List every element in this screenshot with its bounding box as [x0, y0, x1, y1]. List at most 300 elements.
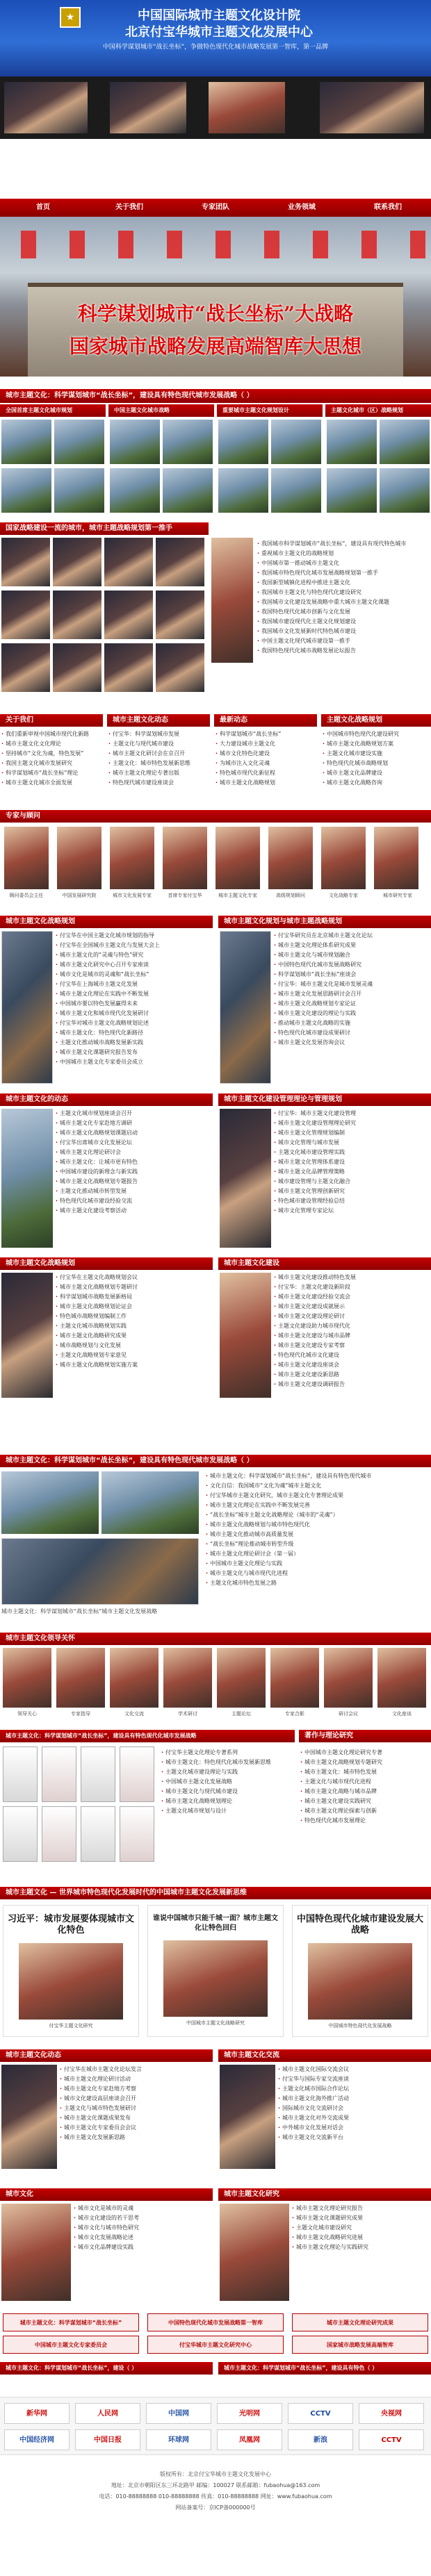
list-item[interactable]: · 城市主题文化建设专家考察 — [274, 1341, 430, 1351]
list-item[interactable]: · 城市文化是城市的灵魂 — [74, 2204, 213, 2213]
list-item[interactable]: · 主题文化战略规划专家意见 — [56, 1351, 213, 1360]
six-title-3[interactable]: 城市主题文化的动态 — [0, 1093, 213, 1106]
list-item[interactable]: · 城市文化管理与城市发展 — [274, 1138, 430, 1148]
list-item[interactable]: · 特色现代化城市战略规划 — [323, 759, 430, 768]
footer-box[interactable]: 国家城市战略发展高端智库 — [292, 2336, 428, 2354]
book-cover[interactable] — [120, 1747, 154, 1802]
list-item[interactable]: · 主题文化城市战略规划实践 — [56, 1321, 213, 1331]
people-photo[interactable] — [163, 1648, 212, 1708]
quad-photo[interactable] — [163, 420, 213, 464]
list-item[interactable]: · 我国特色现代化城市战略发展论坛报告 — [257, 646, 428, 656]
expert-photo[interactable] — [321, 827, 366, 889]
list-item[interactable]: · 主题文化与城市现代化进程 — [300, 1777, 430, 1787]
list-item[interactable]: · 城市主题文化理论研讨会（第一届） — [206, 1549, 428, 1559]
section-2-photo[interactable] — [1, 643, 50, 692]
list-item[interactable]: · 城市主题文化战略规划论证会 — [56, 1302, 213, 1312]
nav-experts[interactable]: 专家团队 — [202, 204, 229, 211]
section-2-photo[interactable] — [104, 538, 153, 586]
quad-photo[interactable] — [218, 420, 268, 464]
partner-logo[interactable]: 人民网 — [75, 2403, 140, 2424]
list-item[interactable]: · 城市主题文化战略规划专题研讨 — [56, 1282, 213, 1292]
triple-card-1[interactable] — [3, 1905, 139, 2037]
six-title-1[interactable]: 城市主题文化战略规划 — [0, 916, 213, 928]
quad-photo[interactable] — [54, 420, 104, 464]
list-item[interactable]: · “战长坐标”城市主题文化战略理论（城市的“灵魂”） — [206, 1510, 428, 1520]
nav-business[interactable]: 业务领域 — [288, 204, 316, 211]
list-item[interactable]: · 我国特色现代化城市创新与文化发展 — [257, 607, 428, 617]
list-item[interactable]: · 主题文化城市建设管理实践 — [274, 1148, 430, 1157]
list-item[interactable]: · 城市主题文化：特色现代化城市发展新思维 — [161, 1758, 295, 1767]
list-item[interactable]: · 付宝华与国际专家交流座谈 — [278, 2074, 430, 2084]
list-item[interactable]: · 我国新型城镇化进程中推进主题文化 — [257, 578, 428, 588]
list-item[interactable]: · 城市主题文化理论研讨会 — [56, 1148, 213, 1157]
bottom-title-3[interactable]: 城市文化 — [0, 2188, 213, 2201]
site-logo[interactable]: ★ — [60, 7, 81, 28]
section-2-photo[interactable] — [53, 643, 101, 692]
list-item[interactable]: · 我们重新审视中国城市现代化新路 — [1, 729, 103, 739]
section-2-photo[interactable] — [53, 538, 101, 586]
list-item[interactable]: · 城市主题文化交流新平台 — [278, 2133, 430, 2142]
list-item[interactable]: · 城市战略规划与文化发展 — [56, 1341, 213, 1351]
list-item[interactable]: · 科学谋划城市战略发展新格局 — [56, 1292, 213, 1302]
list-item[interactable]: · 城市文化特色化建设 — [216, 749, 317, 759]
list-item[interactable]: · 城市主题文化理论研讨活动 — [60, 2074, 213, 2084]
list-item[interactable]: · 城市主题文化研讨会在京召开 — [108, 749, 210, 759]
list-item[interactable]: · 我国城市建设现代化主题文化规划建设 — [257, 617, 428, 627]
list-item[interactable]: · 文化自信：我国城市“文化为魂”城市主题文化 — [206, 1481, 428, 1491]
list-item[interactable]: · 城市主题文化管理体系建设 — [274, 1157, 430, 1167]
list-item[interactable]: · 中国城市建设的新理念与新实践 — [56, 1167, 213, 1177]
section-2-title[interactable]: 国家战略建设一流的城市，城市主题战略规划第一推手 — [0, 522, 209, 535]
partner-logo[interactable]: 环球网 — [146, 2429, 211, 2450]
quad-photo[interactable] — [218, 468, 268, 513]
quad-title-3[interactable]: 重要城市主题文化规划设计 — [217, 404, 323, 417]
books-title[interactable]: 城市主题文化：科学谋划城市“战长坐标”，建设具有特色现代化城市发展战略 — [0, 1730, 295, 1742]
six-list-6 — [274, 1273, 430, 1389]
list-item[interactable]: · 城市主题文化研究中心召开专家座谈 — [56, 960, 213, 970]
book-cover[interactable] — [3, 1806, 38, 1862]
strip-headline-1[interactable] — [0, 389, 431, 403]
people-photo[interactable] — [3, 1648, 51, 1708]
list-item[interactable]: · 城市主题文化课题成果发布 — [60, 2113, 213, 2123]
list-item[interactable]: · 城市主题文化与城市现代化进程 — [206, 1569, 428, 1578]
six-photo-2[interactable] — [220, 931, 271, 1084]
list-item[interactable]: · 城市主题文化战略规划理论 — [161, 1797, 295, 1806]
strip-headline-3[interactable]: 城市主题文化 — 世界城市特色现代化发展时代的中国城市主题文化发展新思维 — [0, 1887, 431, 1899]
list-item[interactable]: · 特色现代化城市文化建设 — [274, 1351, 430, 1360]
list-item[interactable]: · 城市主题文化理论体系研究成果 — [274, 941, 430, 950]
list-item[interactable]: · 国际城市文化交流研讨会 — [278, 2104, 430, 2113]
partner-logo[interactable]: 中国经济网 — [4, 2429, 70, 2450]
nav-home[interactable]: 首页 — [36, 204, 50, 211]
list-item[interactable]: · 中国城市主题文化专家委员会成立 — [56, 1057, 213, 1067]
footer-box[interactable]: 中国特色现代化城市发展战略第一智库 — [147, 2313, 284, 2331]
quad-photo[interactable] — [380, 420, 430, 464]
wide-photo-3[interactable] — [1, 1538, 199, 1605]
books-right-title[interactable]: 著作与理论研究 — [299, 1730, 431, 1742]
list-item[interactable]: · 我国城市科学谋划城市“战长坐标”，建设具有现代特色城市 — [257, 539, 428, 549]
list-item[interactable]: · 主题文化城市建设研究 — [292, 2223, 430, 2233]
book-cover[interactable] — [81, 1806, 115, 1862]
footer-strip-left[interactable]: 城市主题文化：科学谋划城市“战长坐标”，建设（ ） — [0, 2362, 213, 2375]
list-item[interactable]: · 科学谋划城市“战长坐标” — [216, 729, 317, 739]
list-item[interactable]: · 主题文化城市建设理论与实践 — [161, 1767, 295, 1777]
list-item[interactable]: · 付宝华研究员在北京城市主题文化论坛 — [274, 931, 430, 941]
list-item[interactable]: · 主题文化：城市特色发展新思维 — [108, 759, 210, 768]
list-item[interactable]: · 科学谋划城市“战长坐标”座谈会 — [274, 970, 430, 980]
list-item[interactable]: · 坚持城市“文化为魂，特色发展” — [1, 749, 103, 759]
list-item[interactable]: · 城市主题文化专家赴地方考察 — [60, 2084, 213, 2094]
list-item[interactable]: · 付宝华：城市主题文化是城市发展灵魂 — [274, 980, 430, 989]
list-item[interactable]: · 城市主题文化理论在实践中不断发展 — [56, 989, 213, 999]
people-photo[interactable] — [324, 1648, 373, 1708]
list-item[interactable]: · 城市主题文化管理规划编制 — [274, 1128, 430, 1138]
list-item[interactable]: · 城市主题文化战略规划与城市特色现代化 — [206, 1520, 428, 1530]
people-photo[interactable] — [56, 1648, 105, 1708]
list-item[interactable]: · 城市主题文化建设成就展示 — [274, 1302, 430, 1312]
expert-photo[interactable] — [4, 827, 49, 889]
section-2-photo[interactable] — [53, 591, 101, 639]
triple-card-2[interactable] — [147, 1905, 284, 2037]
list-item[interactable]: · 城市主题文化：科学谋划城市“战长坐标”，建设具有特色现代城市 — [206, 1471, 428, 1481]
section-2-photo[interactable] — [104, 591, 153, 639]
quad-photo[interactable] — [54, 468, 104, 513]
wide-list — [206, 1471, 428, 1588]
four-list-title-2[interactable]: 城市主题文化动态 — [107, 714, 210, 727]
nav-about[interactable]: 关于我们 — [115, 204, 143, 211]
triple-title-1: 习近平：城市发展要体现城市文化特色 — [8, 1914, 135, 1935]
quad-photo[interactable] — [271, 468, 321, 513]
partner-logo[interactable]: CCTV — [359, 2429, 424, 2450]
list-item[interactable]: · 城市主题文化理论探索与创新 — [300, 1806, 430, 1816]
list-item[interactable]: · 城市主题文化战略研究成果 — [56, 1331, 213, 1341]
footer-strip-right[interactable]: 城市主题文化：科学谋划城市“战长坐标”，建设具有特色（ ） — [218, 2362, 431, 2375]
list-item[interactable]: · 中国主题文化现代城市建设第一推手 — [257, 636, 428, 646]
partner-logo[interactable]: 光明网 — [217, 2403, 282, 2424]
section-2-photo[interactable] — [156, 538, 204, 586]
quad-title-2[interactable]: 中国主题文化城市战略 — [108, 404, 214, 417]
list-item[interactable]: · 特色现代城市建设座谈会 — [108, 778, 210, 788]
list-item[interactable]: · 我国主题文化城市发展研究 — [1, 759, 103, 768]
bottom-title-2[interactable]: 城市主题文化交流 — [218, 2049, 431, 2062]
list-item[interactable]: · 城市建设管理与主题文化融合 — [274, 1177, 430, 1187]
section-2-photo[interactable] — [1, 538, 50, 586]
six-photo-5[interactable] — [1, 1273, 53, 1398]
bottom-title-1[interactable]: 城市主题文化动态 — [0, 2049, 213, 2062]
list-item[interactable]: · 科学谋划城市“战长坐标”理论 — [1, 768, 103, 778]
list-item[interactable]: · 城市主题文化对外交流成果 — [278, 2113, 430, 2123]
six-photo-6[interactable] — [220, 1273, 271, 1398]
experts-title[interactable]: 专家与顾问 — [0, 810, 431, 823]
list-item[interactable]: · 付宝华在主题文化战略规划会议 — [56, 1273, 213, 1282]
section-2-photo[interactable] — [156, 591, 204, 639]
section-2-photo[interactable] — [104, 643, 153, 692]
quad-title-4[interactable]: 主题文化城市（区）战略规划 — [325, 404, 431, 417]
list-item[interactable]: · 城市文化建设高层座谈会召开 — [60, 2094, 213, 2104]
section-2-photo[interactable] — [1, 591, 50, 639]
partner-logo[interactable]: 新浪 — [288, 2429, 353, 2450]
list-item[interactable]: · 中国城市第一推动城市主题文化 — [257, 559, 428, 568]
six-title-4[interactable]: 城市主题文化建设管理理论与管理规划 — [218, 1093, 431, 1106]
bottom-photo-4[interactable] — [220, 2204, 289, 2301]
section-2-list — [257, 539, 428, 656]
list-item[interactable]: · 城市文化管理专家论坛 — [274, 1206, 430, 1216]
six-list-4 — [274, 1109, 430, 1216]
partner-logo[interactable]: 凤凰网 — [217, 2429, 282, 2450]
list-item[interactable]: · 主题文化城市国际合作论坛 — [278, 2084, 430, 2094]
quad-photo[interactable] — [327, 468, 377, 513]
six-title-6[interactable]: 城市主题文化建设 — [218, 1257, 431, 1270]
list-item[interactable]: · 城市主题文化发展新思路 — [60, 2133, 213, 2142]
list-item[interactable]: · 城市主题文化理论专著出版 — [108, 768, 210, 778]
quad-photo[interactable] — [380, 468, 430, 513]
four-list-3 — [216, 729, 317, 788]
list-item[interactable]: · 主题文化与城市特色发展研讨 — [60, 2104, 213, 2113]
list-item[interactable]: · 主题文化城市特色发展之路 — [206, 1578, 428, 1588]
partner-logos — [0, 2397, 431, 2455]
list-item[interactable]: · “战长坐标”理论推动城市转型升级 — [206, 1539, 428, 1549]
list-item[interactable]: · 城市主题文化建设理论研讨 — [274, 1312, 430, 1321]
quad-photo[interactable] — [1, 468, 51, 513]
list-item[interactable]: · 城市主题文化与现代城市建设 — [161, 1787, 295, 1797]
list-item[interactable]: · 城市主题文化建设的理论与实践 — [274, 1009, 430, 1018]
partner-logo[interactable]: 央视网 — [359, 2403, 424, 2424]
book-cover[interactable] — [42, 1806, 76, 1862]
partner-logo[interactable]: 中国网 — [146, 2403, 211, 2424]
list-item[interactable]: · 主题文化建设助力城市现代化 — [274, 1321, 430, 1331]
list-item[interactable]: · 城市主题文化建设调研报告 — [274, 1380, 430, 1389]
list-item[interactable]: · 城市主题文化的“灵魂与特色”研究 — [56, 950, 213, 960]
list-item[interactable]: · 城市主题文化品牌管理策略 — [274, 1167, 430, 1177]
book-cover[interactable] — [81, 1747, 115, 1802]
list-item[interactable]: · 城市主题文化战略规划专题研究 — [300, 1758, 430, 1767]
list-item[interactable]: · 城市主题文化理论与实践研究 — [292, 2243, 430, 2252]
list-item[interactable]: · 城市文化建设的若干思考 — [74, 2213, 213, 2223]
list-item[interactable]: · 城市主题文化建设经验交流会 — [274, 1292, 430, 1302]
bottom-photo-1[interactable] — [1, 2065, 57, 2169]
list-item[interactable]: · 大力建设城市主题文化 — [216, 739, 317, 749]
list-item[interactable]: · 特色现代化城市发展理论 — [300, 1816, 430, 1826]
list-item[interactable]: · 特色现代化城市建设经验交流 — [56, 1196, 213, 1206]
expert-caption: 顾问委员会主任 — [9, 893, 44, 898]
triple-photo-2 — [163, 1940, 268, 2017]
partner-logo[interactable]: CCTV — [288, 2403, 353, 2424]
list-item[interactable]: · 我国城市特色现代化城市发展战略规划第一推手 — [257, 568, 428, 578]
people-section — [0, 1633, 431, 1723]
list-item[interactable]: · 为城市注入文化灵魂 — [216, 759, 317, 768]
list-item[interactable]: · 城市主题文化课题研究成果 — [292, 2213, 430, 2223]
six-photo-4[interactable] — [220, 1109, 271, 1248]
list-item[interactable]: · 推动城市主题文化战略的实施 — [274, 1018, 430, 1028]
list-item[interactable]: · 城市主题文化战略规划专家论证 — [274, 999, 430, 1009]
list-item[interactable]: · 城市主题文化和城市现代化发展研讨 — [56, 1009, 213, 1018]
people-photo[interactable] — [270, 1648, 319, 1708]
wide-photo-1[interactable] — [1, 1471, 99, 1534]
list-item[interactable]: · 主题文化城市规划座谈会召开 — [56, 1109, 213, 1118]
list-item[interactable]: · 城市主题文化战略规划课题启动 — [56, 1128, 213, 1138]
list-item[interactable]: · 特色现代化城市建设成果研讨 — [274, 1028, 430, 1038]
list-item[interactable]: · 主题文化城市规划与设计 — [161, 1806, 295, 1816]
list-item[interactable]: · 付宝华在全国城市主题文化与发展大会上 — [56, 941, 213, 950]
list-item[interactable]: · 城市主题文化品牌建设 — [323, 768, 430, 778]
list-item[interactable]: · 付宝华：城市主题文化建设管理 — [274, 1109, 430, 1118]
section-2-photo[interactable] — [156, 643, 204, 692]
list-item[interactable]: · 城市主题文化发展咨询会议 — [274, 1038, 430, 1048]
list-item[interactable]: · 付宝华主题文化理论专著系列 — [161, 1748, 295, 1758]
list-item[interactable]: · 城市主题文化建设与城市品牌 — [274, 1331, 430, 1341]
list-item[interactable]: · 特色城市现代化新征程 — [216, 768, 317, 778]
list-item[interactable]: · 付宝华对城市主题文化战略规划论述 — [56, 1018, 213, 1028]
list-item[interactable]: · 城市主题文化推动城市高质量发展 — [206, 1530, 428, 1539]
list-item[interactable]: · 我国城市文化建设发展战略中重大城市主题文化课题 — [257, 597, 428, 607]
list-item[interactable]: · 付宝华出席城市文化发展论坛 — [56, 1138, 213, 1148]
list-item[interactable]: · 城市主题文化建设新思路 — [274, 1370, 430, 1380]
list-item[interactable]: · 城市文化是城市的灵魂和“战长坐标” — [56, 970, 213, 980]
expert-photo[interactable] — [110, 827, 154, 889]
expert-photo[interactable] — [216, 827, 260, 889]
four-list-title-4[interactable]: 主题文化战略规划 — [321, 714, 431, 727]
list-item[interactable]: · 特色城市建设管理经验总结 — [274, 1196, 430, 1206]
list-item[interactable]: · 付宝华城市主题文化研究，城市主题文化专著理论成果 — [206, 1491, 428, 1501]
six-photo-1[interactable] — [1, 931, 53, 1084]
six-title-5[interactable]: 城市主题文化战略规划 — [0, 1257, 213, 1270]
four-list-4 — [323, 729, 430, 788]
quad-photo[interactable] — [1, 420, 51, 464]
section-2 — [0, 522, 431, 710]
footer-box[interactable]: 付宝华城市主题文化研究中心 — [147, 2336, 284, 2354]
section-2-feature-photo[interactable] — [211, 538, 253, 663]
list-item[interactable]: · 城市主题文化战略研究进展 — [292, 2233, 430, 2243]
list-item[interactable]: · 中外城市文化发展对话会 — [278, 2123, 430, 2133]
triple-card-3[interactable] — [292, 1905, 428, 2037]
footer-box[interactable]: 中国城市主题文化专家委员会 — [3, 2336, 139, 2354]
list-item[interactable]: · 中国城市主题文化发展战略 — [161, 1777, 295, 1787]
list-item[interactable]: · 城市主题文化海外推广活动 — [278, 2094, 430, 2104]
quad-photo[interactable] — [163, 468, 213, 513]
book-cover[interactable] — [120, 1806, 154, 1862]
bottom-photo-3[interactable] — [1, 2204, 71, 2301]
list-item[interactable]: · 我国城市主题文化与特色现代化建设研究 — [257, 588, 428, 597]
list-item[interactable]: · 付宝华：主题文化建设新阶段 — [274, 1282, 430, 1292]
list-item[interactable]: · 付宝华在中国主题文化城市规划的指导 — [56, 931, 213, 941]
expert-photo[interactable] — [57, 827, 101, 889]
quad-title-1[interactable]: 全国首席主题文化城市规划 — [0, 404, 106, 417]
list-item[interactable]: · 付宝华在城市主题文化论坛发言 — [60, 2065, 213, 2074]
list-item[interactable]: · 城市文化发展战略论述 — [74, 2233, 213, 2243]
people-photo[interactable] — [110, 1648, 158, 1708]
list-item[interactable]: · 城市主题文化战略规划方案 — [323, 739, 430, 749]
list-item[interactable]: · 城市文化品牌建设实践 — [74, 2243, 213, 2252]
list-item[interactable]: · 我国城市文化发展新时代特色城市建设 — [257, 627, 428, 636]
six-photo-3[interactable] — [1, 1109, 53, 1248]
list-item[interactable]: · 城市主题文化战略咨询 — [323, 778, 430, 788]
list-item[interactable]: · 城市主题文化国际交流会议 — [278, 2065, 430, 2074]
wide-strip[interactable]: 城市主题文化：科学谋划城市“战长坐标”，建设具有特色现代城市发展战略（ ） — [0, 1455, 431, 1467]
list-item[interactable]: · 城市主题文化：让城市更有特色 — [56, 1157, 213, 1167]
list-item[interactable]: · 城市主题文化理论研究报告 — [292, 2204, 430, 2213]
nav-contact[interactable]: 联系我们 — [374, 204, 402, 211]
quad-photo[interactable] — [271, 420, 321, 464]
quad-photo[interactable] — [110, 420, 160, 464]
four-list-title-3[interactable]: 最新动态 — [214, 714, 317, 727]
list-item[interactable]: · 城市主题文化：特色现代化新路径 — [56, 1028, 213, 1038]
list-item[interactable]: · 重视城市主题文化的战略规划 — [257, 549, 428, 559]
list-item[interactable]: · 城市主题文化理论在实践中不断发展完善 — [206, 1501, 428, 1510]
list-item[interactable]: · 付宝华在上海城市主题文化发展 — [56, 980, 213, 989]
people-photo[interactable] — [377, 1648, 426, 1708]
footer-box[interactable]: 城市主题文化：科学谋划城市“战长坐标” — [3, 2313, 139, 2331]
banner-building — [28, 283, 403, 377]
list-item[interactable]: · 城市主题文化发展思路研讨会召开 — [274, 989, 430, 999]
bottom-photo-2[interactable] — [220, 2065, 275, 2169]
list-item[interactable]: · 城市主题文化战略规划专题报告 — [56, 1177, 213, 1187]
list-item[interactable]: · 城市主题文化建设管理理论研究 — [274, 1118, 430, 1128]
main-nav — [0, 199, 431, 217]
footer-line-4[interactable]: 网站备案号：京ICP备000000号 — [175, 2504, 256, 2511]
list-item[interactable]: · 城市主题文化与城市规划融合 — [274, 950, 430, 960]
list-item[interactable]: · 城市文化与城市特色研究 — [74, 2223, 213, 2233]
list-item[interactable]: · 城市主题文化：城市特色发展 — [300, 1767, 430, 1777]
list-item[interactable]: · 城市主题文化建设考察活动 — [56, 1206, 213, 1216]
bottom-title-4[interactable]: 城市主题文化研究 — [218, 2188, 431, 2201]
list-item[interactable]: · 城市主题文化专家赴地方调研 — [56, 1118, 213, 1128]
header-title-1: 中国国际城市主题文化设计院 — [138, 8, 300, 23]
header-title-2: 北京付宝华城市主题文化发展中心 — [125, 25, 313, 40]
four-list-title-1[interactable]: 关于我们 — [0, 714, 103, 727]
list-item[interactable]: · 城市主题文化战略规划实施方案 — [56, 1360, 213, 1370]
list-item[interactable]: · 城市主题文化建设实践研究 — [300, 1797, 430, 1806]
expert-photo[interactable] — [268, 827, 313, 889]
list-item[interactable]: · 中国城市要以特色发展赢得未来 — [56, 999, 213, 1009]
footer-line-2: 地址：北京市朝阳区东三环北路甲 邮编：100027 联系邮箱：fubaohua@163.com — [111, 2482, 320, 2488]
list-item[interactable]: · 城市主题文化课题研究报告发布 — [56, 1048, 213, 1057]
book-cover[interactable] — [3, 1747, 38, 1802]
list-item[interactable]: · 付宝华：科学谋划城市发展 — [108, 729, 210, 739]
list-item[interactable]: · 城市主题文化城市全面发展 — [1, 778, 103, 788]
list-item[interactable]: · 主题文化推动城市转型发展 — [56, 1187, 213, 1196]
list-item[interactable]: · 主题文化推动城市战略发展新实践 — [56, 1038, 213, 1048]
list-item[interactable]: · 特色城市战略规划编制工作 — [56, 1312, 213, 1321]
list-item[interactable]: · 城市主题文化文化理论 — [1, 739, 103, 749]
footer-box[interactable]: 城市主题文化理论研究成果 — [292, 2313, 428, 2331]
list-item[interactable]: · 城市主题文化管理创新研究 — [274, 1187, 430, 1196]
list-item[interactable]: · 中国特色现代化城市发展战略研究 — [274, 960, 430, 970]
quad-photo[interactable] — [110, 468, 160, 513]
expert-photo[interactable] — [163, 827, 207, 889]
partner-logo[interactable]: 新华网 — [4, 2403, 70, 2424]
books-list — [161, 1748, 295, 1816]
list-item[interactable]: · 城市主题文化建设座谈会 — [274, 1360, 430, 1370]
list-item[interactable]: · 主题文化与现代城市建设 — [108, 739, 210, 749]
book-cover[interactable] — [42, 1747, 76, 1802]
list-item[interactable]: · 城市主题文化建设推动特色发展 — [274, 1273, 430, 1282]
partner-logo[interactable]: 中国日报 — [75, 2429, 140, 2450]
list-item[interactable]: · 中国城市主题文化理论与实践 — [206, 1559, 428, 1569]
people-title[interactable]: 城市主题文化领导关怀 — [0, 1633, 431, 1645]
list-item[interactable]: · 中国城市主题文化理论研究专著 — [300, 1748, 430, 1758]
list-item[interactable]: · 城市主题文化战略与城市品牌 — [300, 1787, 430, 1797]
list-item[interactable]: · 城市主题文化专家委员会会议 — [60, 2123, 213, 2133]
list-item[interactable]: · 主题文化城市建设实施 — [323, 749, 430, 759]
wide-section — [0, 1455, 431, 1628]
people-photo[interactable] — [217, 1648, 266, 1708]
list-item[interactable]: · 中国城市特色现代化建设研究 — [323, 729, 430, 739]
quad-photo[interactable] — [327, 420, 377, 464]
six-title-2[interactable]: 城市主题文化规划与城市主题战略规划 — [218, 916, 431, 928]
list-item[interactable]: · 城市主题文化战略规划 — [216, 778, 317, 788]
expert-photo[interactable] — [374, 827, 418, 889]
wide-photo-2[interactable] — [101, 1471, 199, 1534]
